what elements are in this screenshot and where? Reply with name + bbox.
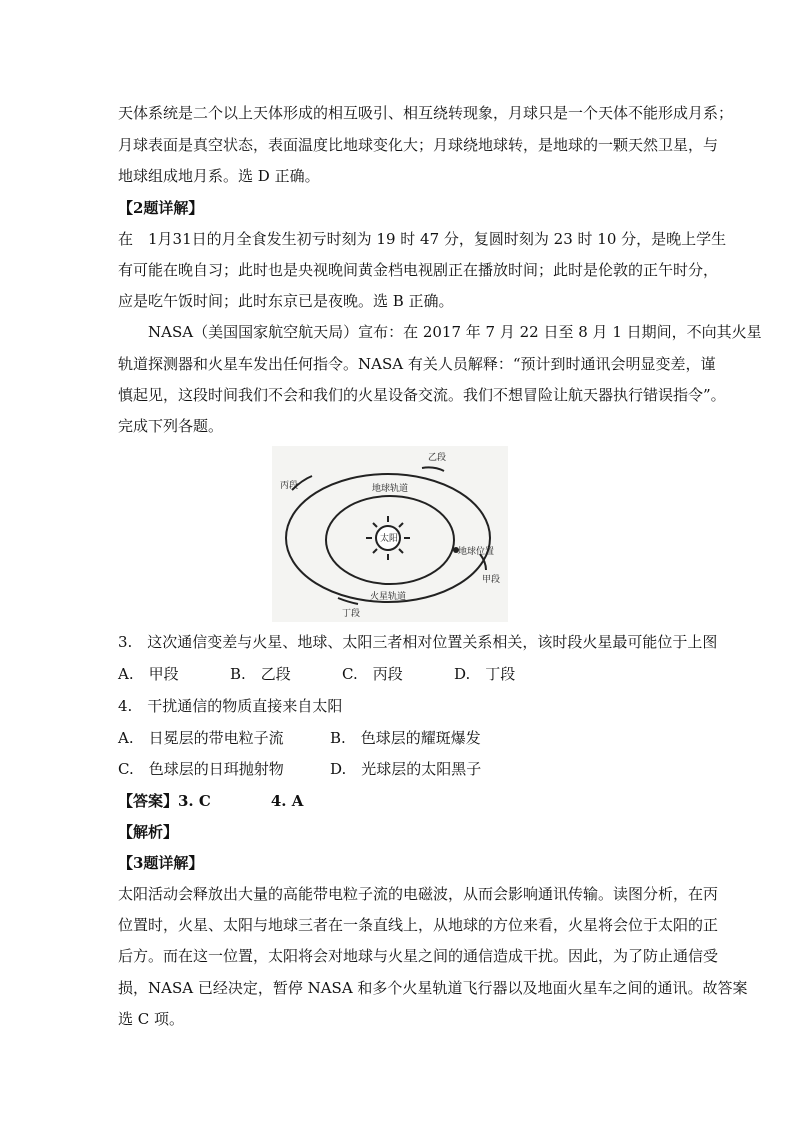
question-3-option-c: C. 丙段 bbox=[342, 665, 403, 683]
nasa-line-4: 完成下列各题。 bbox=[118, 417, 224, 435]
answer-line: 【答案】3. C 4. A bbox=[118, 792, 304, 810]
nasa-line-2: 轨道探测器和火星车发出任何指令。NASA 有关人员解释：“预计到时通讯会明显变差，谨 bbox=[118, 355, 716, 373]
q2-detail-heading: 【2题详解】 bbox=[118, 199, 204, 217]
nasa-line-1: NASA（美国国家航空航天局）宣布：在 2017 年 7 月 22 日至 8 月 1 日期间，不向其火星 bbox=[148, 323, 762, 341]
question-4-stem: 4. 干扰通信的物质直接来自太阳 bbox=[118, 697, 343, 715]
paragraph-3-line-3: 后方。而在这一位置，太阳将会对地球与火星之间的通信造成干扰。因此，为了防止通信受 bbox=[118, 947, 719, 965]
paragraph-3-line-4: 损，NASA 已经决定，暂停 NASA 和多个火星轨道飞行器以及地面火星车之间的通讯。故答案 bbox=[118, 979, 748, 997]
mars-orbit-label: 火星轨道 bbox=[370, 592, 407, 602]
paragraph-3-line-1: 太阳活动会释放出大量的高能带电粒子流的电磁波，从而会影响通讯传输。读图分析，在丙 bbox=[118, 885, 719, 903]
paragraph-3-line-2: 位置时，火星、太阳与地球三者在一条直线上，从地球的方位来看，火星将会位于太阳的正 bbox=[118, 916, 719, 934]
question-3-option-d: D. 丁段 bbox=[454, 665, 516, 683]
question-3-option-b: B. 乙段 bbox=[230, 665, 291, 683]
question-3-stem: 3. 这次通信变差与火星、地球、太阳三者相对位置关系相关，该时段火星最可能位于上图 bbox=[118, 633, 718, 651]
q3-detail-heading: 【3题详解】 bbox=[118, 854, 204, 872]
question-4-option-c: C. 色球层的日珥抛射物 bbox=[118, 760, 284, 778]
segment-jia-label: 甲段 bbox=[482, 575, 501, 585]
question-4-option-b: B. 色球层的耀斑爆发 bbox=[330, 729, 481, 747]
analysis-heading: 【解析】 bbox=[118, 823, 179, 841]
earth-orbit-label: 地球轨道 bbox=[372, 484, 409, 494]
question-3-option-a: A. 甲段 bbox=[118, 665, 179, 683]
segment-bing-label: 丙段 bbox=[280, 481, 299, 491]
paragraph-1-line-3: 地球组成地月系。选 D 正确。 bbox=[118, 167, 320, 185]
paragraph-2-line-3: 应是吃午饭时间；此时东京已是夜晚。选 B 正确。 bbox=[118, 292, 454, 310]
paragraph-2-line-1: 在 1月31日的月全食发生初亏时刻为 19 时 47 分，复圆时刻为 23 时 10 分，是晚上学生 bbox=[118, 230, 727, 248]
paragraph-1-line-2: 月球表面是真空状态，表面温度比地球变化大；月球绕地球转，是地球的一颗天然卫星，与 bbox=[118, 136, 719, 154]
sun-label: 太阳 bbox=[380, 534, 399, 544]
question-4-option-d: D. 光球层的太阳黑子 bbox=[330, 760, 482, 778]
segment-yi-label: 乙段 bbox=[428, 453, 447, 463]
paragraph-3-line-5: 选 C 项。 bbox=[118, 1010, 185, 1028]
paragraph-2-line-2: 有可能在晚自习；此时也是央视晚间黄金档电视剧正在播放时间；此时是伦敦的正午时分， bbox=[118, 261, 719, 279]
question-4-option-a: A. 日冕层的带电粒子流 bbox=[118, 729, 284, 747]
segment-ding-label: 丁段 bbox=[342, 609, 361, 619]
paragraph-1-line-1: 天体系统是二个以上天体形成的相互吸引、相互绕转现象，月球只是一个天体不能形成月系； bbox=[118, 104, 734, 122]
orbit-diagram bbox=[272, 446, 508, 622]
earth-position-label: 地球位置 bbox=[458, 547, 495, 557]
nasa-line-3: 慎起见，这段时间我们不会和我们的火星设备交流。我们不想冒险让航天器执行错误指令”。 bbox=[118, 386, 726, 404]
orbit-diagram-svg bbox=[272, 446, 508, 622]
